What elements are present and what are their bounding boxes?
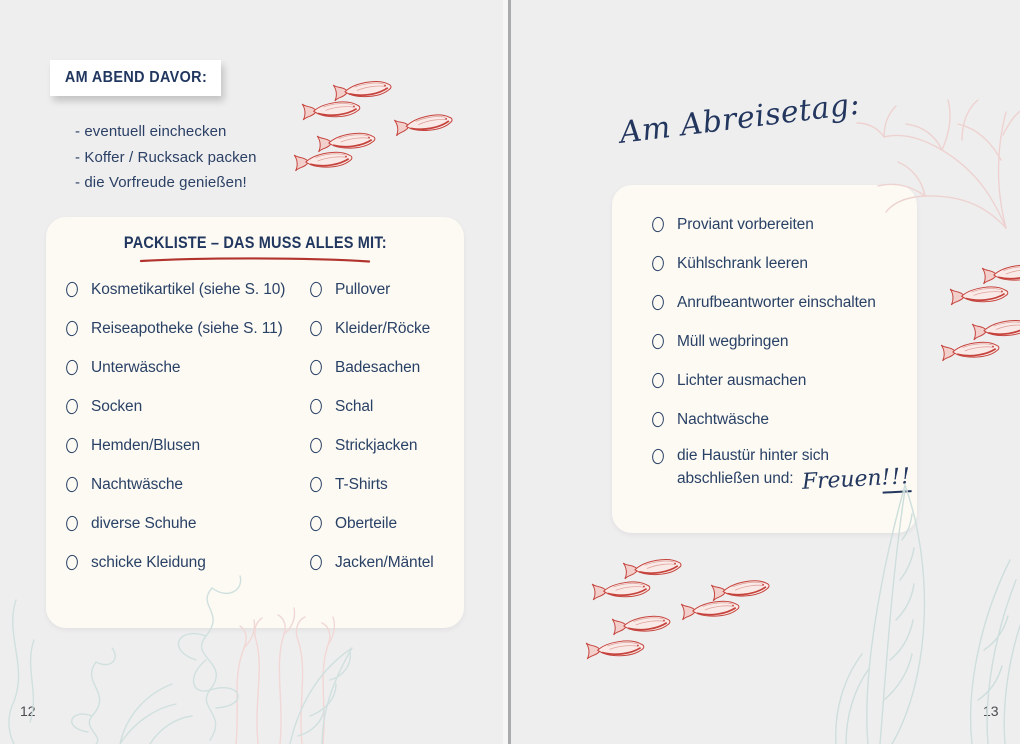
fish-school-bottom (586, 557, 770, 659)
checklist-item-label: Jacken/Mäntel (335, 553, 434, 571)
checkbox-circle-icon (651, 216, 664, 234)
packing-list-column-right (310, 270, 456, 582)
checklist-item-label: Unterwäsche (91, 358, 181, 376)
checklist-item-label: Proviant vorbereiten (677, 215, 814, 233)
last-item-line1: die Haustür hinter sich (677, 447, 829, 464)
checkbox-circle-icon (309, 476, 322, 494)
checklist-item-label: Kosmetikartikel (siehe S. 10) (91, 280, 286, 298)
checkbox-circle-icon (65, 398, 78, 416)
packing-list-title-wrap (46, 234, 464, 253)
freuen-exclamation-marks: !!! (880, 464, 911, 494)
packing-list-title: PACKLISTE – DAS MUSS ALLES MIT: (123, 234, 387, 252)
list-item: - die Vorfreude genießen! (75, 174, 247, 191)
checkbox-circle-icon (309, 437, 322, 455)
checklist-item (66, 387, 310, 426)
departure-checklist-card (612, 185, 917, 533)
checklist-item (652, 444, 911, 493)
checkbox-circle-icon (651, 372, 664, 390)
coral-branch-bottom (236, 608, 334, 744)
checklist-item (310, 465, 456, 504)
checklist-item-label: Kleider/Röcke (335, 319, 431, 337)
checklist-item-label: Oberteile (335, 514, 397, 532)
last-item-line2: abschließen und: (677, 470, 794, 487)
checklist-item (66, 504, 310, 543)
checklist-item-label: Socken (91, 397, 143, 415)
checklist-item-label: Badesachen (335, 358, 421, 376)
checkbox-circle-icon (651, 333, 664, 351)
checklist-item (652, 244, 911, 283)
checkbox-circle-icon (309, 554, 322, 572)
checklist-item (652, 400, 911, 439)
checklist-item (66, 543, 310, 582)
checklist-item (66, 309, 310, 348)
checklist-item-label: Nachtwäsche (91, 475, 183, 493)
departure-checklist (652, 205, 911, 493)
checkbox-circle-icon (651, 294, 664, 312)
checkbox-circle-icon (65, 476, 78, 494)
page-divider (508, 0, 511, 744)
checkbox-circle-icon (65, 437, 78, 455)
checklist-item-label: Hemden/Blusen (91, 436, 200, 454)
checkbox-circle-icon (651, 448, 664, 466)
checklist-item-label: T-Shirts (335, 475, 388, 493)
evening-before-list (75, 119, 257, 196)
checkbox-circle-icon (65, 320, 78, 338)
checkbox-circle-icon (309, 359, 322, 377)
title-underline-stroke (139, 256, 371, 264)
checklist-item-label: Pullover (335, 280, 391, 298)
checklist-item-label: Nachtwäsche (677, 410, 769, 428)
page-number-right: 13 (983, 703, 999, 719)
checklist-item (310, 348, 456, 387)
page-number-left: 12 (20, 703, 36, 719)
packing-list-column-left (66, 270, 310, 582)
evening-before-label (50, 60, 221, 96)
checklist-item (652, 322, 911, 361)
checklist-item (310, 270, 456, 309)
checkbox-circle-icon (651, 411, 664, 429)
checkbox-circle-icon (65, 359, 78, 377)
checklist-item-label: Müll wegbringen (677, 332, 789, 350)
checkbox-circle-icon (309, 281, 322, 299)
checkbox-circle-icon (65, 281, 78, 299)
evening-before-label-text: AM ABEND DAVOR: (64, 69, 207, 86)
checklist-item (66, 426, 310, 465)
checklist-item (652, 283, 911, 322)
checklist-item-label: Anrufbeantworter einschalten (677, 293, 876, 311)
checklist-item (66, 348, 310, 387)
freuen-script (801, 466, 911, 496)
fish-school-right-edge (941, 263, 1020, 361)
checklist-item (310, 426, 456, 465)
checkbox-circle-icon (309, 320, 322, 338)
fish-school-top-left (294, 79, 453, 171)
checklist-item (66, 270, 310, 309)
checkbox-circle-icon (65, 554, 78, 572)
checklist-item-label (677, 444, 911, 493)
checklist-item-label: Kühlschrank leeren (677, 254, 808, 272)
checklist-item-label: Strickjacken (335, 436, 418, 454)
packing-list-card (46, 217, 464, 628)
checklist-item (66, 465, 310, 504)
checkbox-circle-icon (651, 255, 664, 273)
checklist-item-label: Reiseapotheke (siehe S. 11) (91, 319, 283, 337)
checklist-item (310, 387, 456, 426)
checklist-item-label: Lichter ausmachen (677, 371, 807, 389)
departure-day-title: Am Abreisetag: (617, 86, 862, 151)
checklist-item-label: Schal (335, 397, 374, 415)
packing-list-columns (66, 270, 456, 582)
checklist-item (652, 361, 911, 400)
checklist-item-label: schicke Kleidung (91, 553, 206, 571)
list-item: - eventuell einchecken (75, 123, 227, 140)
checklist-item (652, 205, 911, 244)
list-item: - Koffer / Rucksack packen (75, 148, 257, 166)
freuen-script-word: Freuen (801, 465, 882, 495)
checklist-item-label: diverse Schuhe (91, 514, 197, 532)
checkbox-circle-icon (309, 398, 322, 416)
checklist-item (310, 309, 456, 348)
checklist-item (310, 543, 456, 582)
checkbox-circle-icon (65, 515, 78, 533)
checklist-item (310, 504, 456, 543)
checkbox-circle-icon (309, 515, 322, 533)
